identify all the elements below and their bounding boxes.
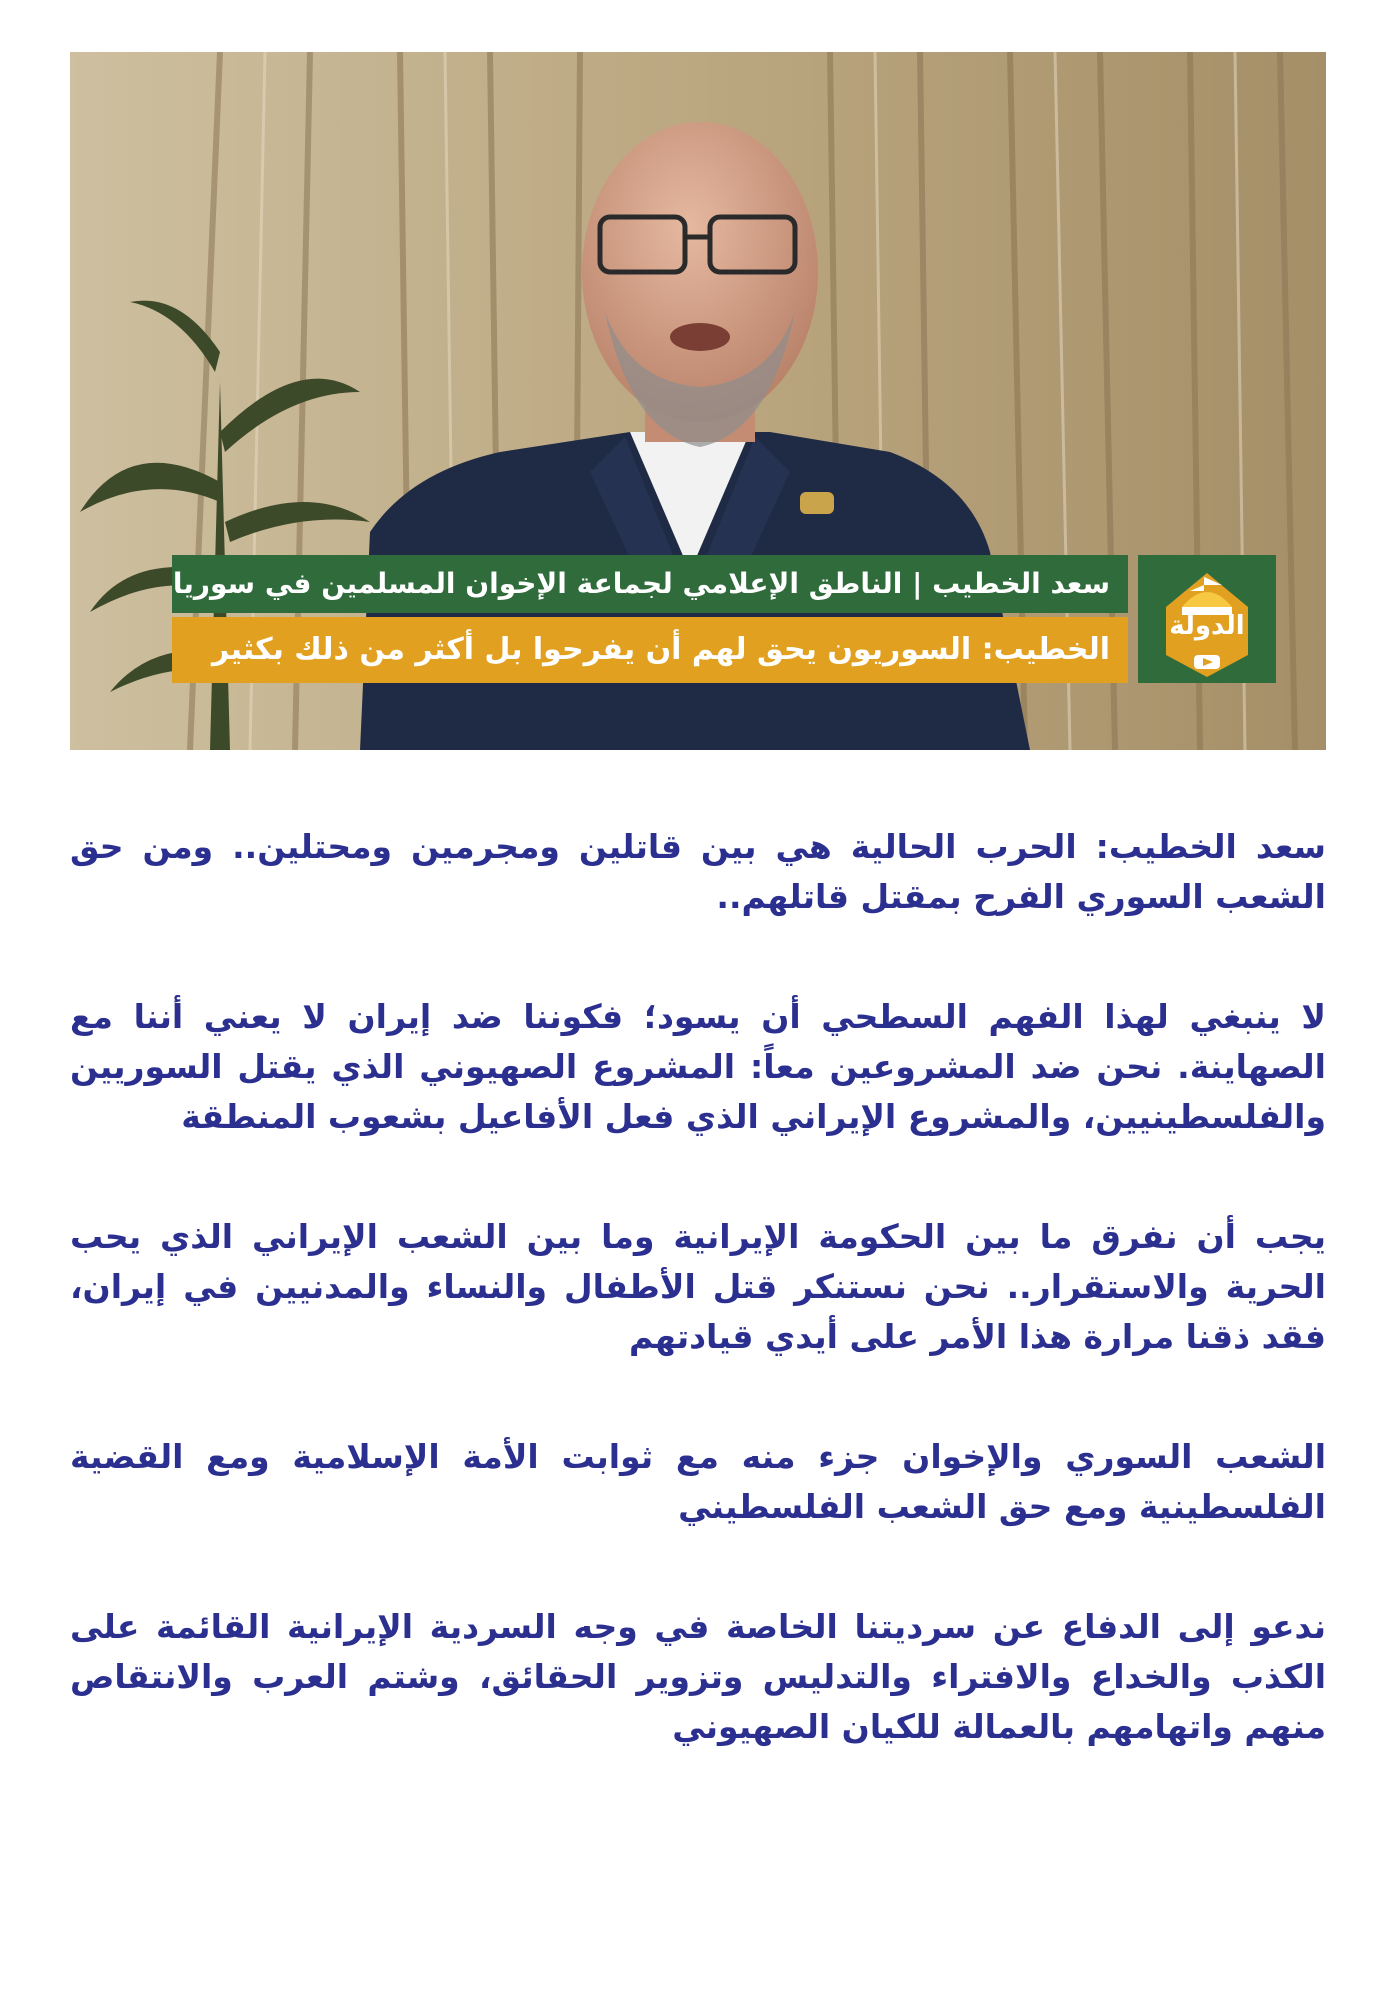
- channel-logo: [1138, 555, 1276, 683]
- article-paragraph: لا ينبغي لهذا الفهم السطحي أن يسود؛ فكوننا ضد إيران لا يعني أننا مع الصهاينة. نحن ضد المشروعين معاً: المشروع الصهيوني الذي يقتل السوريين والفلسطينيين، والمشروع الإيراني الذي فعل الأفاعيل بشعوب المنطقة: [70, 997, 1326, 1136]
- article-paragraph: يجب أن نفرق ما بين الحكومة الإيرانية وما بين الشعب الإيراني الذي يحب الحرية والاستقرار.. نحن نستنكر قتل الأطفال والنساء والمدنيين في إيران، فقد ذقنا مرارة هذا الأمر على أيدي قيادتهم: [70, 1217, 1326, 1356]
- article-paragraph: الشعب السوري والإخوان جزء منه مع ثوابت الأمة الإسلامية ومع القضية الفلسطينية ومع حق الشعب الفلسطيني: [70, 1437, 1326, 1526]
- article-paragraph: سعد الخطيب: الحرب الحالية هي بين قاتلين ومجرمين ومحتلين.. ومن حق الشعب السوري الفرح بمقتل قاتلهم..: [70, 827, 1326, 916]
- article-body: [70, 822, 1326, 1822]
- speaker-name-bar: سعد الخطيب | الناطق الإعلامي لجماعة الإخوان المسلمين في سوريا: [172, 555, 1128, 613]
- lower-third-caption: [172, 555, 1326, 691]
- channel-logo-text: الدولة: [1169, 611, 1245, 641]
- video-frame[interactable]: [70, 52, 1326, 750]
- article-paragraph: ندعو إلى الدفاع عن سرديتنا الخاصة في وجه السردية الإيرانية القائمة على الكذب والخداع والافتراء والتدليس وتزوير الحقائق، وشتم العرب والانتقاص منهم واتهامهم بالعمالة للكيان الصهيوني: [70, 1607, 1326, 1746]
- headline-quote-bar: الخطيب: السوريون يحق لهم أن يفرحوا بل أكثر من ذلك بكثير: [172, 617, 1128, 683]
